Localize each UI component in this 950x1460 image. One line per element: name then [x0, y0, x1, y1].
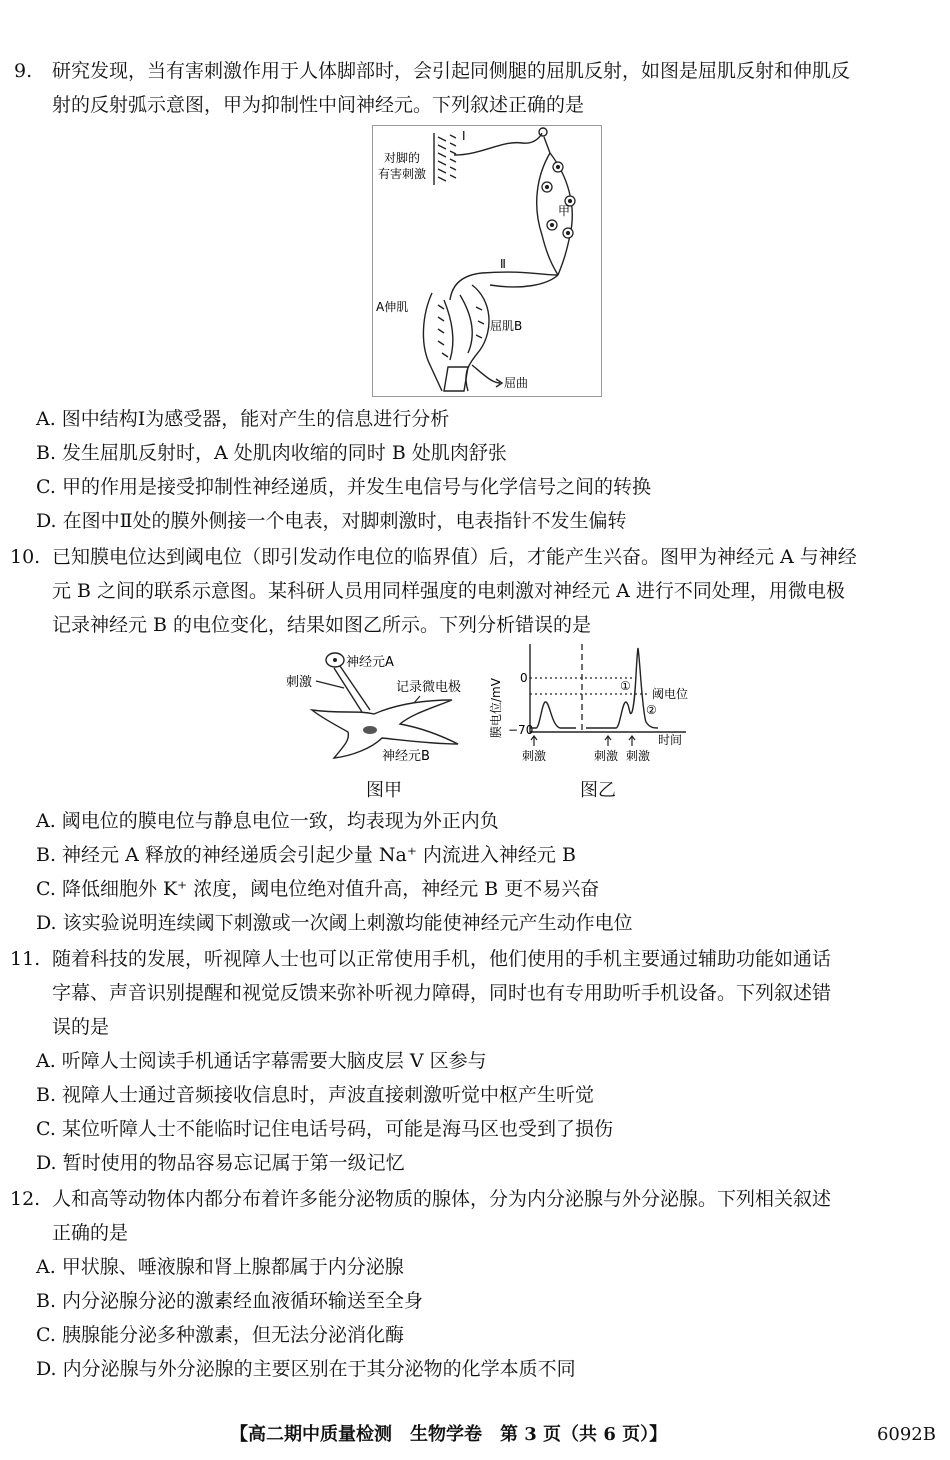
question-number: 10. [10, 546, 41, 568]
y-axis-label: 膜电位/mV [489, 678, 503, 738]
question-9-stem [0, 54, 950, 122]
question-10-options [0, 804, 950, 940]
muscle-b-label: 屈肌B [490, 319, 523, 333]
stimulus-label-1: 对脚的 [384, 151, 421, 165]
potential-trace [530, 648, 658, 728]
nerve-paths [450, 128, 572, 300]
question-10-stem [0, 540, 950, 642]
option-b: B. 内分泌腺分泌的激素经血液循环输送至全身 [36, 1290, 424, 1312]
neuron-a-label: 神经元A [346, 655, 394, 670]
option-d: D. 该实验说明连续阈下刺激或一次阈上刺激均能使神经元产生动作电位 [36, 912, 633, 934]
option-a: A. 阈电位的膜电位与静息电位一致，均表现为外正内负 [36, 810, 499, 832]
question-11-stem [0, 942, 950, 1044]
option-b: B. 神经元 A 释放的神经递质会引起少量 Na⁺ 内流进入神经元 B [36, 844, 576, 866]
stem-line: 正确的是 [52, 1222, 129, 1244]
stem-line: 字幕、声音识别提醒和视觉反馈来弥补听视力障碍，同时也有专用助听手机设备。下列叙述错 [52, 982, 832, 1004]
option-d: D. 在图中Ⅱ处的膜外侧接一个电表，对脚刺激时，电表指针不发生偏转 [36, 510, 627, 532]
marker-2: ② [646, 703, 657, 717]
question-10 [0, 540, 950, 642]
stem-line: 记录神经元 B 的电位变化，结果如图乙所示。下列分析错误的是 [52, 614, 592, 636]
flexion-label: 屈曲 [504, 376, 529, 390]
option-b: B. 发生屈肌反射时，A 处肌肉收缩的同时 B 处肌肉舒张 [36, 442, 507, 464]
stem-line: 研究发现，当有害刺激作用于人体脚部时，会引起同侧腿的屈肌反射，如图是屈肌反射和伸肌反 [52, 60, 851, 82]
option-a: A. 听障人士阅读手机通话字幕需要大脑皮层 V 区参与 [36, 1050, 487, 1072]
neuron-b-nucleus [363, 726, 377, 734]
neuron-b-label: 神经元B [382, 749, 430, 764]
neuron-a-nucleus [333, 658, 337, 662]
stem-line: 已知膜电位达到阈电位（即引发动作电位的临界值）后，才能产生兴奋。图甲为神经元 A 与神经 [52, 546, 857, 568]
option-c: C. 降低细胞外 K⁺ 浓度，阈电位绝对值升高，神经元 B 更不易兴奋 [36, 878, 600, 900]
question-number: 9. [14, 60, 33, 82]
footer-title: 【高二期中质量检测 生物学卷 第 3 页（共 6 页）】 [230, 1424, 668, 1445]
stem-line: 射的反射弧示意图，甲为抑制性中间神经元。下列叙述正确的是 [52, 94, 585, 116]
page-footer [0, 1418, 950, 1452]
question-9 [0, 54, 950, 122]
figure-b-caption: 图乙 [580, 780, 616, 801]
structure-2-label: Ⅱ [500, 257, 506, 271]
question-12 [0, 1182, 950, 1386]
option-d: D. 内分泌腺与外分泌腺的主要区别在于其分泌物的化学本质不同 [36, 1358, 576, 1380]
stimulus-1-label: 刺激 [522, 749, 547, 763]
reflex-arc-figure [372, 125, 602, 397]
x-axis-label: 时间 [658, 733, 683, 747]
paper-code: 6092B [876, 1424, 936, 1445]
stem-line: 元 B 之间的联系示意图。某科研人员用同样强度的电刺激对神经元 A 进行不同处理，用微电极 [52, 580, 845, 602]
stimulus-arrows [531, 736, 635, 746]
threshold-label: 阈电位 [652, 687, 689, 701]
stimulus-2-label: 刺激 [594, 749, 619, 763]
stimulus-label: 刺激 [286, 675, 313, 690]
stimulus-pointer [316, 681, 344, 688]
skin-receptor-shape [434, 133, 456, 185]
stem-line: 人和高等动物体内都分布着许多能分泌物质的腺体，分为内分泌腺与外分泌腺。下列相关叙述 [52, 1188, 832, 1210]
option-b: B. 视障人士通过音频接收信息时，声波直接刺激听觉中枢产生听觉 [36, 1084, 595, 1106]
electrode-label: 记录微电极 [396, 680, 462, 695]
tick-neg70: −70 [508, 723, 534, 737]
option-c: C. 甲的作用是接受抑制性神经递质，并发生电信号与化学信号之间的转换 [36, 476, 651, 498]
tick-0: 0 [520, 671, 528, 685]
stimulus-label-2: 有害刺激 [378, 167, 427, 181]
structure-1-label: Ⅰ [462, 129, 466, 143]
leg-muscles-shape [423, 285, 502, 391]
question-12-stem [0, 1182, 950, 1250]
question-number: 12. [10, 1188, 41, 1210]
option-c: C. 胰腺能分泌多种激素，但无法分泌消化酶 [36, 1324, 404, 1346]
option-a: A. 图中结构Ⅰ为感受器，能对产生的信息进行分析 [36, 408, 450, 430]
question-11 [0, 942, 950, 1180]
marker-1: ① [620, 679, 631, 693]
question-9-options [0, 402, 950, 538]
stem-line: 误的是 [52, 1016, 110, 1038]
membrane-potential-graph [486, 640, 700, 764]
question-number: 11. [10, 948, 41, 970]
stimulus-3-label: 刺激 [626, 749, 651, 763]
option-a: A. 甲状腺、唾液腺和肾上腺都属于内分泌腺 [36, 1256, 404, 1278]
muscle-a-label: A伸肌 [376, 300, 409, 314]
neuron-diagram-figure [282, 648, 478, 766]
inhibitory-neuron-label: 甲 [558, 204, 571, 218]
figure-a-caption: 图甲 [366, 780, 402, 801]
stem-line: 随着科技的发展，听视障人士也可以正常使用手机，他们使用的手机主要通过辅助功能如通话 [52, 948, 832, 970]
neuron-cell-bodies [542, 162, 575, 238]
option-c: C. 某位听障人士不能临时记住电话号码，可能是海马区也受到了损伤 [36, 1118, 613, 1140]
option-d: D. 暂时使用的物品容易忘记属于第一级记忆 [36, 1152, 405, 1174]
